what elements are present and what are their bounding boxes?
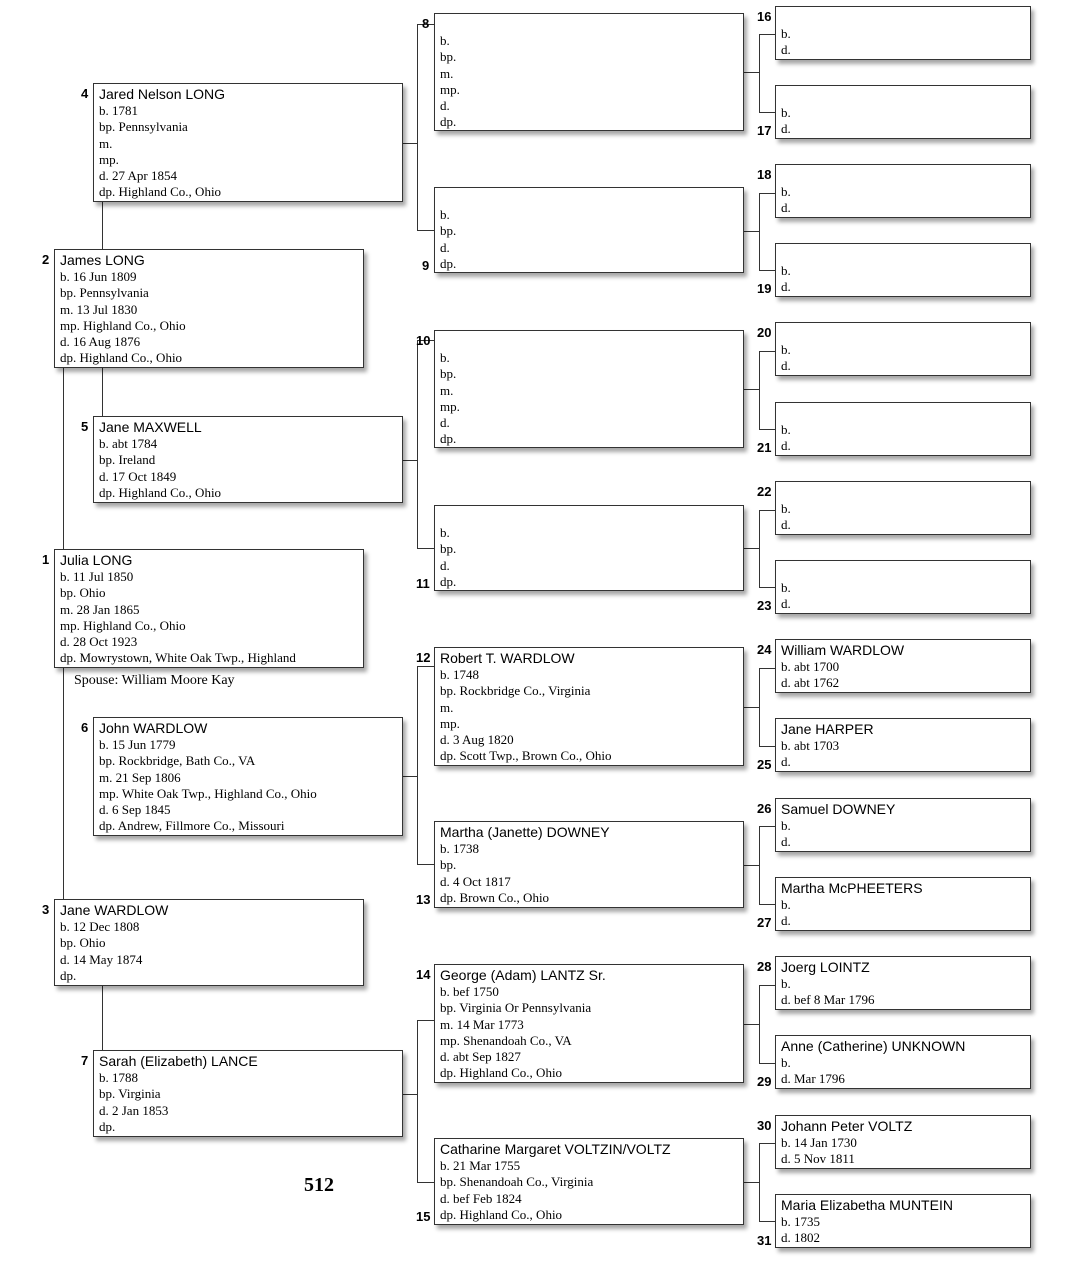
person-number: 8 (422, 16, 430, 31)
death-date: d. 1802 (781, 1230, 820, 1246)
person-name: Samuel DOWNEY (781, 801, 896, 817)
death-date: d. (781, 358, 791, 374)
person-box-3[interactable] (54, 899, 364, 986)
death-date: d. (440, 415, 450, 431)
death-date: d. 5 Nov 1811 (781, 1151, 855, 1167)
death-date: d. (781, 834, 791, 850)
death-date: d. (440, 557, 450, 573)
death-place: dp. Andrew, Fillmore Co., Missouri (99, 818, 285, 834)
person-name: Maria Elizabetha MUNTEIN (781, 1197, 953, 1213)
marriage-date: m. 13 Jul 1830 (60, 301, 138, 317)
person-box-10[interactable] (434, 330, 744, 448)
person-number: 15 (416, 1209, 431, 1224)
death-date: d. 4 Oct 1817 (440, 873, 511, 889)
birth-date: b. (781, 501, 791, 516)
death-place: dp. Highland Co., Ohio (440, 1065, 563, 1081)
person-name: John WARDLOW (99, 720, 208, 736)
death-date: d. (781, 279, 791, 295)
person-box-6[interactable] (93, 717, 403, 836)
person-name: Johann Peter VOLTZ (781, 1118, 913, 1134)
death-date: d. (781, 754, 791, 770)
person-box-16[interactable] (775, 6, 1031, 60)
person-number: 25 (757, 757, 772, 772)
person-box-27[interactable] (775, 877, 1031, 931)
death-date: d. (781, 913, 791, 929)
birth-date: b. (781, 976, 791, 991)
person-box-14[interactable] (434, 964, 744, 1083)
person-box-2[interactable] (54, 249, 364, 368)
death-date: d. 2 Jan 1853 (99, 1102, 169, 1118)
person-box-13[interactable] (434, 821, 744, 908)
death-date: d. (781, 596, 791, 612)
person-name: Julia LONG (60, 552, 133, 568)
birth-date: b. 1788 (99, 1070, 138, 1085)
person-name: Anne (Catherine) UNKNOWN (781, 1038, 966, 1054)
person-box-1[interactable] (54, 549, 364, 668)
birth-date: b. 1735 (781, 1214, 820, 1229)
birth-place: bp. Pennsylvania (60, 285, 149, 301)
marriage-place: mp. (440, 715, 460, 731)
death-date: d. (781, 438, 791, 454)
person-name: James LONG (60, 252, 145, 268)
birth-date: b. (440, 350, 450, 365)
person-number: 1 (42, 552, 50, 567)
person-number: 29 (757, 1074, 772, 1089)
birth-date: b. 16 Jun 1809 (60, 269, 137, 284)
person-number: 23 (757, 598, 772, 613)
person-name: Joerg LOINTZ (781, 959, 870, 975)
birth-place: bp. Ohio (60, 935, 106, 951)
death-date: d. abt 1762 (781, 675, 840, 691)
person-number: 21 (757, 440, 772, 455)
death-date: d. 27 Apr 1854 (99, 168, 177, 184)
person-name: Martha (Janette) DOWNEY (440, 824, 610, 840)
person-number: 2 (42, 252, 50, 267)
person-number: 7 (81, 1053, 89, 1068)
person-name: Jared Nelson LONG (99, 86, 226, 102)
person-box-4[interactable] (93, 83, 403, 202)
birth-date: b. 1738 (440, 841, 479, 856)
person-name: Jane HARPER (781, 721, 874, 737)
person-name: Robert T. WARDLOW (440, 650, 575, 666)
birth-date: b. (781, 263, 791, 278)
person-number: 30 (757, 1118, 772, 1133)
birth-date: b. (781, 184, 791, 199)
person-number: 4 (81, 86, 89, 101)
death-place: dp. Highland Co., Ohio (60, 350, 183, 366)
person-box-23[interactable] (775, 560, 1031, 614)
person-name: Jane WARDLOW (60, 902, 169, 918)
birth-place: bp. (440, 857, 457, 873)
birth-date: b. 14 Jan 1730 (781, 1135, 857, 1150)
birth-date: b. 1748 (440, 667, 479, 682)
birth-date: b. (440, 525, 450, 540)
death-place: dp. (440, 255, 457, 271)
death-date: d. (440, 239, 450, 255)
person-box-22[interactable] (775, 481, 1031, 535)
marriage-place: mp. Highland Co., Ohio (60, 617, 186, 633)
death-date: d. (781, 121, 791, 137)
marriage-date: m. 28 Jan 1865 (60, 601, 140, 617)
person-box-17[interactable] (775, 85, 1031, 139)
person-number: 31 (757, 1233, 772, 1248)
person-box-26[interactable] (775, 798, 1031, 852)
person-box-24[interactable] (775, 639, 1031, 693)
birth-date: b. abt 1700 (781, 659, 840, 674)
birth-place: bp. Virginia (99, 1086, 161, 1102)
person-name: Jane MAXWELL (99, 419, 202, 435)
spouse-line: Spouse: William Moore Kay (74, 673, 235, 688)
person-number: 24 (757, 642, 772, 657)
marriage-place: mp. Shenandoah Co., VA (440, 1032, 572, 1048)
person-number: 19 (757, 281, 772, 296)
birth-place: bp. Ireland (99, 452, 156, 468)
person-box-30[interactable] (775, 1115, 1031, 1169)
marriage-place: mp. Highland Co., Ohio (60, 317, 186, 333)
birth-date: b. 15 Jun 1779 (99, 737, 176, 752)
birth-date: b. (781, 818, 791, 833)
death-date: d. (781, 517, 791, 533)
person-number: 27 (757, 915, 772, 930)
death-place: dp. Highland Co., Ohio (99, 184, 222, 200)
person-box-25[interactable] (775, 718, 1031, 772)
marriage-place: mp. (99, 151, 119, 167)
death-date: d. bef 8 Mar 1796 (781, 992, 875, 1008)
death-date: d. bef Feb 1824 (440, 1190, 522, 1206)
birth-date: b. 1781 (99, 103, 138, 118)
marriage-date: m. (440, 699, 454, 715)
birth-date: b. (440, 33, 450, 48)
marriage-place: mp. (440, 81, 460, 97)
person-number: 6 (81, 720, 89, 735)
death-date: d. (781, 42, 791, 58)
birth-date: b. (781, 105, 791, 120)
person-box-5[interactable] (93, 416, 403, 503)
birth-date: b. (781, 422, 791, 437)
person-number: 16 (757, 9, 772, 24)
birth-place: bp. Pennsylvania (99, 119, 188, 135)
death-date: d. 28 Oct 1923 (60, 634, 138, 650)
birth-date: b. (440, 207, 450, 222)
birth-date: b. abt 1784 (99, 436, 158, 451)
person-number: 18 (757, 167, 772, 182)
birth-place: bp. (440, 223, 457, 239)
death-place: dp. Brown Co., Ohio (440, 889, 550, 905)
birth-place: bp. Rockbridge, Bath Co., VA (99, 753, 256, 769)
person-number: 26 (757, 801, 772, 816)
birth-date: b. (781, 1055, 791, 1070)
death-place: dp. (60, 967, 77, 983)
person-name: George (Adam) LANTZ Sr. (440, 967, 606, 983)
marriage-place: mp. (440, 398, 460, 414)
person-number: 3 (42, 902, 50, 917)
death-date: d. 16 Aug 1876 (60, 334, 141, 350)
person-number: 5 (81, 419, 89, 434)
birth-date: b. (781, 342, 791, 357)
person-box-18[interactable] (775, 164, 1031, 218)
death-date: d. 14 May 1874 (60, 951, 143, 967)
death-place: dp. (440, 573, 457, 589)
death-place: dp. Mowrystown, White Oak Twp., Highland (60, 650, 296, 666)
person-number: 10 (416, 333, 431, 348)
marriage-date: m. (99, 135, 113, 151)
birth-place: bp. Shenandoah Co., Virginia (440, 1174, 594, 1190)
death-place: dp. (440, 114, 457, 130)
person-box-20[interactable] (775, 322, 1031, 376)
marriage-date: m. (440, 65, 454, 81)
death-place: dp. Highland Co., Ohio (440, 1206, 563, 1222)
birth-place: bp. (440, 49, 457, 65)
marriage-date: m. 21 Sep 1806 (99, 769, 181, 785)
birth-place: bp. (440, 541, 457, 557)
person-box-7[interactable] (93, 1050, 403, 1137)
birth-place: bp. (440, 366, 457, 382)
person-name: Martha McPHEETERS (781, 880, 923, 896)
person-box-11[interactable] (434, 505, 744, 591)
death-date: d. (440, 98, 450, 114)
death-place: dp. Scott Twp., Brown Co., Ohio (440, 748, 612, 764)
birth-date: b. 11 Jul 1850 (60, 569, 134, 584)
birth-place: bp. Virginia Or Pennsylvania (440, 1000, 592, 1016)
person-number: 11 (416, 576, 430, 591)
death-date: d. 17 Oct 1849 (99, 468, 177, 484)
person-box-15[interactable] (434, 1138, 744, 1225)
birth-date: b. bef 1750 (440, 984, 499, 999)
person-number: 13 (416, 892, 431, 907)
death-place: dp. (440, 431, 457, 447)
death-date: d. Mar 1796 (781, 1071, 845, 1087)
person-number: 14 (416, 967, 431, 982)
birth-date: b. (781, 26, 791, 41)
person-number: 12 (416, 650, 431, 665)
person-box-8[interactable] (434, 13, 744, 131)
birth-place: bp. Rockbridge Co., Virginia (440, 683, 591, 699)
birth-date: b. 21 Mar 1755 (440, 1158, 521, 1173)
page-number: 512 (304, 1174, 334, 1196)
person-name: Catharine Margaret VOLTZIN/VOLTZ (440, 1141, 671, 1157)
person-box-28[interactable] (775, 956, 1031, 1010)
death-date: d. (781, 200, 791, 216)
death-place: dp. (99, 1118, 116, 1134)
marriage-date: m. 14 Mar 1773 (440, 1016, 524, 1032)
person-box-29[interactable] (775, 1035, 1031, 1089)
person-number: 17 (757, 123, 772, 138)
person-number: 20 (757, 325, 772, 340)
person-number: 9 (422, 258, 430, 273)
birth-place: bp. Ohio (60, 585, 106, 601)
person-box-21[interactable] (775, 402, 1031, 456)
person-name: Sarah (Elizabeth) LANCE (99, 1053, 258, 1069)
death-place: dp. Highland Co., Ohio (99, 484, 222, 500)
marriage-date: m. (440, 382, 454, 398)
birth-date: b. abt 1703 (781, 738, 840, 753)
person-box-31[interactable] (775, 1194, 1031, 1248)
person-number: 22 (757, 484, 772, 499)
birth-date: b. 12 Dec 1808 (60, 919, 140, 934)
death-date: d. 3 Aug 1820 (440, 732, 514, 748)
death-date: d. abt Sep 1827 (440, 1049, 521, 1065)
birth-date: b. (781, 897, 791, 912)
person-box-9[interactable] (434, 187, 744, 273)
person-box-19[interactable] (775, 243, 1031, 297)
marriage-place: mp. White Oak Twp., Highland Co., Ohio (99, 785, 317, 801)
person-number: 28 (757, 959, 772, 974)
person-box-12[interactable] (434, 647, 744, 766)
birth-date: b. (781, 580, 791, 595)
person-name: William WARDLOW (781, 642, 905, 658)
death-date: d. 6 Sep 1845 (99, 802, 171, 818)
